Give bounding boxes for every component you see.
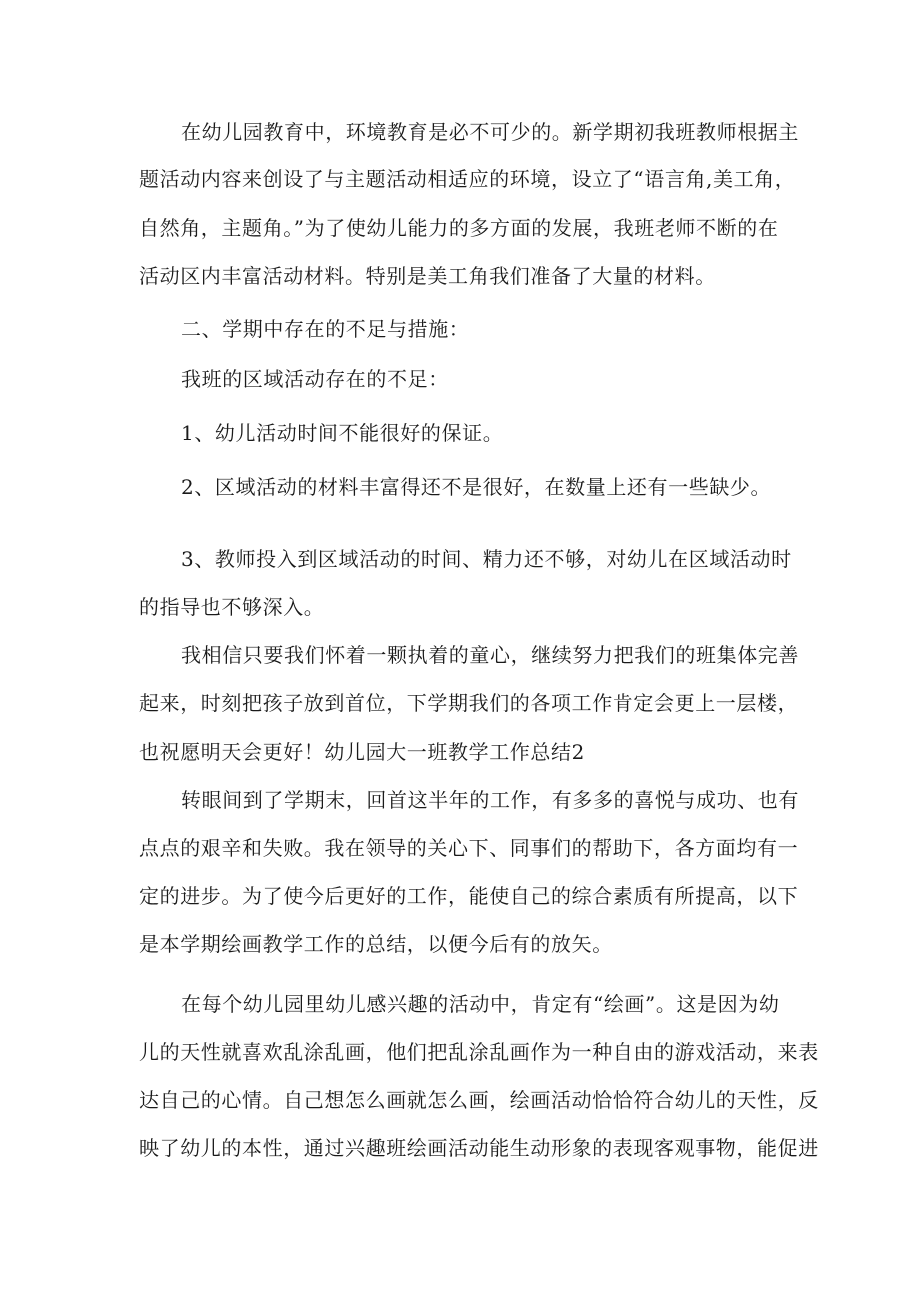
paragraph-line: 达自己的心情。自己想怎么画就怎么画，绘画活动恰恰符合幼儿的天性，反 [139,1088,819,1112]
list-item: 2、区域活动的材料丰富得还不是很好，在数量上还有一些缺少。 [181,475,772,499]
section-heading: 二、学期中存在的不足与措施： [181,317,470,341]
paragraph-line: 也祝愿明天会更好！幼儿园大一班教学工作总结2 [139,740,585,764]
paragraph-line: 定的进步。为了使今后更好的工作，能使自己的综合素质有所提高，以下 [139,884,799,908]
paragraph-line: 题活动内容来创设了与主题活动相适应的环境，设立了“语言角,美工角， [139,167,796,191]
paragraph-line: 在幼儿园教育中，环境教育是必不可少的。新学期初我班教师根据主 [181,120,799,144]
paragraph-line: 我相信只要我们怀着一颗执着的童心，继续努力把我们的班集体完善 [181,643,799,667]
list-item-continuation: 的指导也不够深入。 [139,595,325,619]
paragraph-line: 转眼间到了学期末，回首这半年的工作，有多多的喜悦与成功、也有 [181,788,799,812]
paragraph-line: 自然角，主题角。”为了使幼儿能力的多方面的发展，我班老师不断的在 [139,216,779,240]
paragraph-line: 点点的艰辛和失败。我在领导的关心下、同事们的帮助下，各方面均有一 [139,836,799,860]
paragraph-line: 我班的区域活动存在的不足： [181,367,449,391]
paragraph-line: 在每个幼儿园里幼儿感兴趣的活动中，肯定有“绘画”。这是因为幼 [181,992,780,1016]
paragraph-line: 映了幼儿的本性，通过兴趣班绘画活动能生动形象的表现客观事物，能促进 [139,1136,819,1160]
paragraph-line: 活动区内丰富活动材料。特别是美工角我们准备了大量的材料。 [139,264,716,288]
paragraph-line: 是本学期绘画教学工作的总结，以便今后有的放矢。 [139,932,613,956]
paragraph-line: 起来，时刻把孩子放到首位，下学期我们的各项工作肯定会更上一层楼， [139,691,799,715]
list-item: 3、教师投入到区域活动的时间、精力还不够，对幼儿在区域活动时 [181,547,792,571]
list-item: 1、幼儿活动时间不能很好的保证。 [181,421,504,445]
paragraph-line: 儿的天性就喜欢乱涂乱画，他们把乱涂乱画作为一种自由的游戏活动，来表 [139,1040,819,1064]
